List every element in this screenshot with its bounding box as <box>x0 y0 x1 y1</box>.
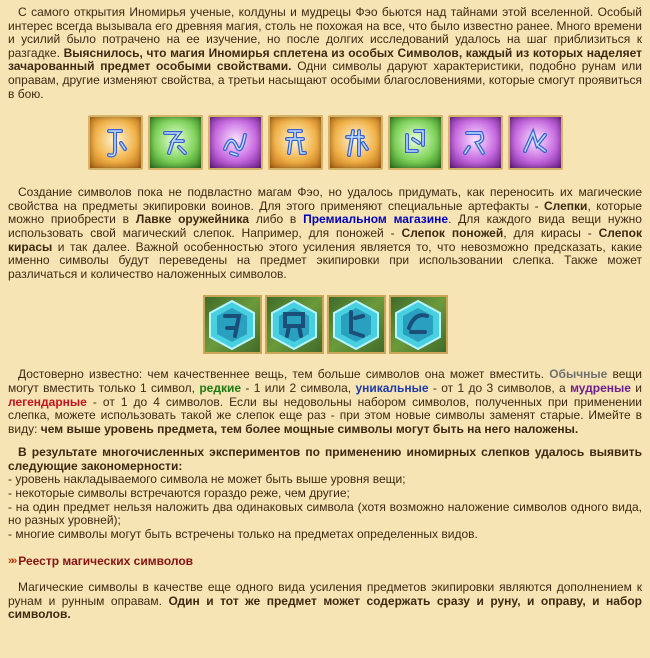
casts-text-5: , для кирасы - <box>503 225 599 240</box>
rune-symbol-icon-3 <box>208 115 263 170</box>
quality-highlight: чем выше уровень предмета, тем более мощные символы могут быть на него наложены. <box>40 421 579 436</box>
armor-cast-icon-1 <box>203 295 262 354</box>
armorer-shop-name: Лавке оружейника <box>135 212 250 227</box>
rune-symbol-icon-6 <box>388 115 443 170</box>
results-lead: В результате многочисленных экспериментов по применению иномирных слепков удалось выявить следующие закономерности: <box>8 445 642 473</box>
intro-text-2: Одни символы даруют характеристики, подобно рунам или оправам, другие изменяют свойства, а третьи насыщают особыми благословениями, которые смогут проявиться в бою. <box>8 59 643 101</box>
quality-wise: мудреные <box>570 380 631 395</box>
results-item: - уровень накладываемого символа не может быть выше уровня вещи; <box>8 472 406 487</box>
quality-common: Обычные <box>549 367 608 382</box>
rune-symbol-icon-8 <box>508 115 563 170</box>
casts-text-2: , которые можно приобрести в <box>8 198 642 227</box>
registry-link[interactable] <box>8 555 642 569</box>
final-text: Магические символы в качестве еще одного вида усиления предметов экипировки являются дополнением к рунам и рунным оправам. <box>8 580 642 608</box>
intro-paragraph <box>8 6 642 101</box>
quality-text-4: - от 1 до 3 символов, а <box>428 380 571 395</box>
armor-cast-icon-2 <box>265 295 324 354</box>
premium-shop-link[interactable]: Премиальном магазине <box>303 212 449 227</box>
casts-text-4: . Для каждого вида вещи нужно использовать свой магический слепок. Например, для поножей - <box>8 212 642 240</box>
casts-term: Слепки <box>544 198 588 213</box>
intro-text: С самого открытия Иномирья ученые, колдуны и мудрецы Фэо бьются над тайнами этой вселенной. Особый интерес всегда вызывала его древняя магия, столь не похожая на все, что было известно ранее. Много времени и усилий было потрачено на ее изучение, но после долгих исследований удалось на шаг приблизиться к разгадке. <box>8 5 642 60</box>
armor-cast-icon-3 <box>327 295 386 354</box>
registry-link-label: Реестр магических символов <box>18 554 194 569</box>
quality-text-6: - от 1 до 4 символов. Если вы недовольны набором символов, полученных при применении слепка, можете использовать такой же слепок еще раз - при этом новые символы заменят старые. Имейте в виду: <box>8 394 642 436</box>
rune-symbol-icon-5 <box>328 115 383 170</box>
rune-symbol-icon-1 <box>88 115 143 170</box>
results-item: - некоторые символы встречаются гораздо реже, чем другие; <box>8 486 350 501</box>
rune-symbol-icon-2 <box>148 115 203 170</box>
quality-text-5: и <box>630 380 642 395</box>
casts-gallery <box>8 295 642 354</box>
final-highlight: Один и тот же предмет может содержать сразу и руну, и оправу, и набор символов. <box>8 593 642 622</box>
casts-paragraph <box>8 186 642 281</box>
casts-text: Создание символов пока не подвластно магам Фэо, но удалось придумать, как переносить их магические свойства на предметы экипировки воинов. Для этого применяют специальные артефакты - <box>8 185 642 213</box>
quality-paragraph <box>8 368 642 436</box>
rune-symbol-icon-4 <box>268 115 323 170</box>
double-arrow-icon: »» <box>8 555 15 568</box>
rune-symbol-icon-7 <box>448 115 503 170</box>
results-item: - многие символы могут быть встречены только на предметах определенных видов. <box>8 526 478 541</box>
quality-text-2: вещи могут вместить только 1 символ, <box>8 367 642 395</box>
quality-text: Достоверно известно: чем качественнее вещь, тем больше символов она может вместить. <box>18 367 550 382</box>
intro-highlight: Выяснилось, что магия Иномирья сплетена из особых Символов, каждый из которых наделяет зачарованный предмет особыми свойствами. <box>8 45 642 74</box>
cuirass-cast-name: Слепок кирасы <box>8 225 643 254</box>
armor-cast-icon-4 <box>389 295 448 354</box>
quality-unique: уникальные <box>355 380 429 395</box>
quality-legendary: легендарные <box>8 394 87 409</box>
symbols-gallery <box>8 115 642 170</box>
casts-text-3: либо в <box>249 212 304 227</box>
results-block <box>8 446 642 541</box>
casts-text-6: и так далее. Важной особенностью этого усиления является то, что невозможно предсказать, какие именно символы будут переведены на предмет экипировки при использовании слепка. Также может различаться и количество наложенных символов. <box>8 239 642 281</box>
quality-text-3: - 1 или 2 символа, <box>241 380 356 395</box>
greaves-cast-name: Слепок поножей <box>401 225 504 240</box>
results-item: - на один предмет нельзя наложить два одинаковых символа (хотя возможно наложение символов одного вида, но разных уровней); <box>8 499 642 528</box>
quality-rare: редкие <box>199 380 242 395</box>
final-paragraph <box>8 581 642 622</box>
